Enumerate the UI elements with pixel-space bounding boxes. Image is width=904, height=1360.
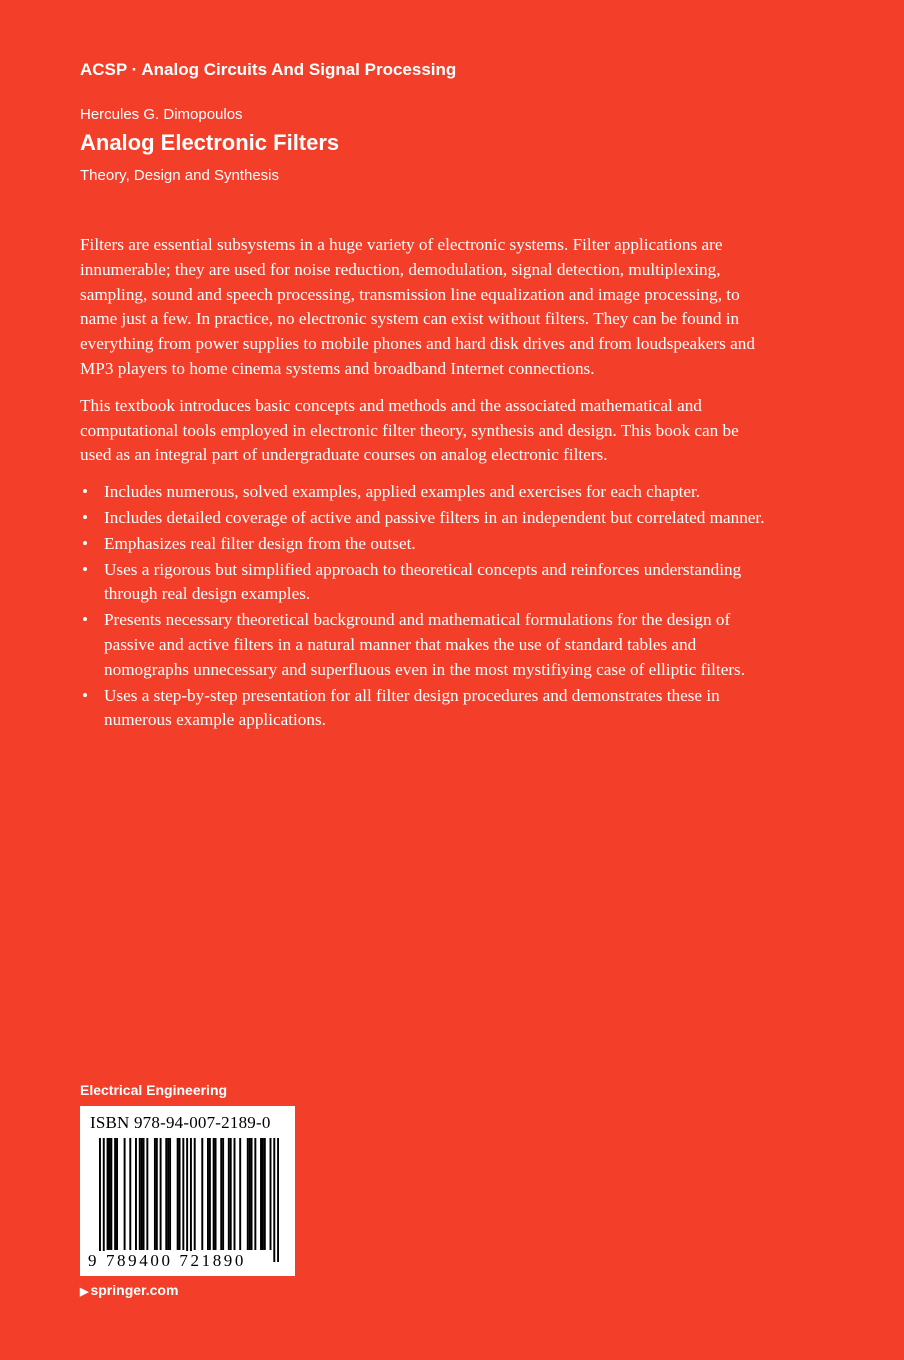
blurb-paragraph-2: This textbook introduces basic concepts and methods and the associated mathematical and computational tools employed in electronic filter theory, synthesis and design. This book can be used as an integral part of undergraduate courses on analog electronic filters. — [80, 395, 739, 465]
barcode-bar — [135, 1138, 137, 1250]
feature-text: Uses a step-by-step presentation for all filter design procedures and demonstrates these in numerous example applications. — [104, 685, 720, 730]
barcode-bar — [139, 1138, 141, 1250]
feature-text: Emphasizes real filter design from the outset. — [104, 533, 416, 553]
barcode-bar — [103, 1138, 105, 1262]
barcode-bar — [251, 1138, 253, 1250]
barcode-bar — [154, 1138, 156, 1250]
barcode-bar — [116, 1138, 118, 1250]
barcode-bar — [254, 1138, 256, 1250]
barcode-bar — [160, 1138, 162, 1250]
barcode-bar — [230, 1138, 232, 1250]
barcode-bar — [99, 1138, 101, 1262]
barcode-bar — [114, 1138, 116, 1250]
barcode-bar — [182, 1138, 184, 1250]
author-name: Hercules G. Dimopoulos — [80, 106, 243, 123]
bullet-icon: • — [82, 482, 89, 502]
barcode-bar — [167, 1138, 169, 1250]
barcode-bar — [262, 1138, 264, 1250]
barcode-bar — [124, 1138, 126, 1250]
feature-item — [80, 532, 765, 557]
barcode-bar — [177, 1138, 179, 1250]
barcode-bar — [234, 1138, 236, 1250]
barcode-bar — [220, 1138, 222, 1250]
barcode-bar — [143, 1138, 145, 1250]
barcode-bar — [129, 1138, 131, 1250]
barcode-bar — [108, 1138, 110, 1250]
feature-item — [80, 506, 765, 531]
bullet-icon: • — [82, 507, 89, 527]
barcode-bar — [110, 1138, 112, 1250]
barcode-bar — [273, 1138, 275, 1262]
barcode-bar — [194, 1138, 196, 1250]
series-title: ACSP · Analog Circuits And Signal Processing — [80, 60, 457, 79]
feature-text: Includes numerous, solved examples, applied examples and exercises for each chapter. — [104, 482, 701, 502]
arrow-right-icon: ▶ — [80, 1286, 89, 1298]
barcode-bar — [186, 1138, 188, 1262]
subject-category: Electrical Engineering — [80, 1082, 228, 1098]
barcode-bar — [264, 1138, 266, 1250]
barcode-bar — [239, 1138, 241, 1250]
book-title: Analog Electronic Filters — [80, 130, 340, 155]
barcode-bar — [190, 1138, 192, 1262]
barcode-bar — [213, 1138, 215, 1250]
isbn-number: ISBN 978-94-007-2189-0 — [90, 1113, 271, 1132]
barcode-bar — [209, 1138, 211, 1250]
barcode-bar — [165, 1138, 167, 1250]
barcode-bar — [207, 1138, 209, 1250]
book-subtitle: Theory, Design and Synthesis — [80, 167, 279, 184]
feature-list — [80, 480, 765, 733]
feature-item — [80, 608, 765, 682]
barcode-bar — [107, 1138, 109, 1250]
feature-text: Presents necessary theoretical background and mathematical formulations for the design of passive and active filters in a natural manner that makes the use of standard tables and nomographs unnecessary and superfluous even in the most mystifiying case of elliptic filters. — [104, 610, 746, 679]
barcode-bar — [156, 1138, 158, 1250]
barcode-bar — [247, 1138, 249, 1250]
barcode — [80, 1106, 295, 1276]
bullet-icon: • — [82, 610, 89, 630]
barcode-bar — [215, 1138, 217, 1250]
ean-number: 9 789400 721890 — [88, 1251, 246, 1270]
barcode-bar — [146, 1138, 148, 1250]
feature-item — [80, 558, 765, 608]
barcode-bar — [141, 1138, 143, 1250]
feature-text: Uses a rigorous but simplified approach to theoretical concepts and reinforces understanding through real design examples. — [104, 559, 742, 604]
barcode-bar — [249, 1138, 251, 1250]
feature-text: Includes detailed coverage of active and passive filters in an independent but correlated manner. — [104, 507, 765, 527]
feature-item — [80, 480, 765, 505]
barcode-bar — [260, 1138, 262, 1250]
feature-item — [80, 684, 765, 734]
bullet-icon: • — [82, 533, 89, 553]
bullet-icon: • — [82, 685, 89, 705]
blurb-paragraph-1: Filters are essential subsystems in a huge variety of electronic systems. Filter applications are innumerable; they are used for noise reduction, demodulation, signal detection, multiplexing, sampling, sound and speech processing, transmission line equalization and image processing, to name just a few. In practice, no electronic system can exist without filters. They can be found in everything from power supplies to mobile phones and hard disk drives and from loudspeakers and MP3 players to home cinema systems and broadband Internet connections. — [80, 235, 755, 378]
blurb — [80, 233, 765, 734]
website-text: springer.com — [90, 1282, 179, 1298]
barcode-bar — [169, 1138, 171, 1250]
barcode-bar — [201, 1138, 203, 1250]
website-link[interactable] — [80, 1282, 178, 1298]
barcode-bar — [179, 1138, 181, 1250]
barcode-bars — [89, 1138, 279, 1268]
barcode-bar — [222, 1138, 224, 1250]
barcode-bar — [270, 1138, 272, 1250]
bullet-icon: • — [82, 559, 89, 579]
barcode-bar — [277, 1138, 279, 1262]
barcode-bar — [228, 1138, 230, 1250]
